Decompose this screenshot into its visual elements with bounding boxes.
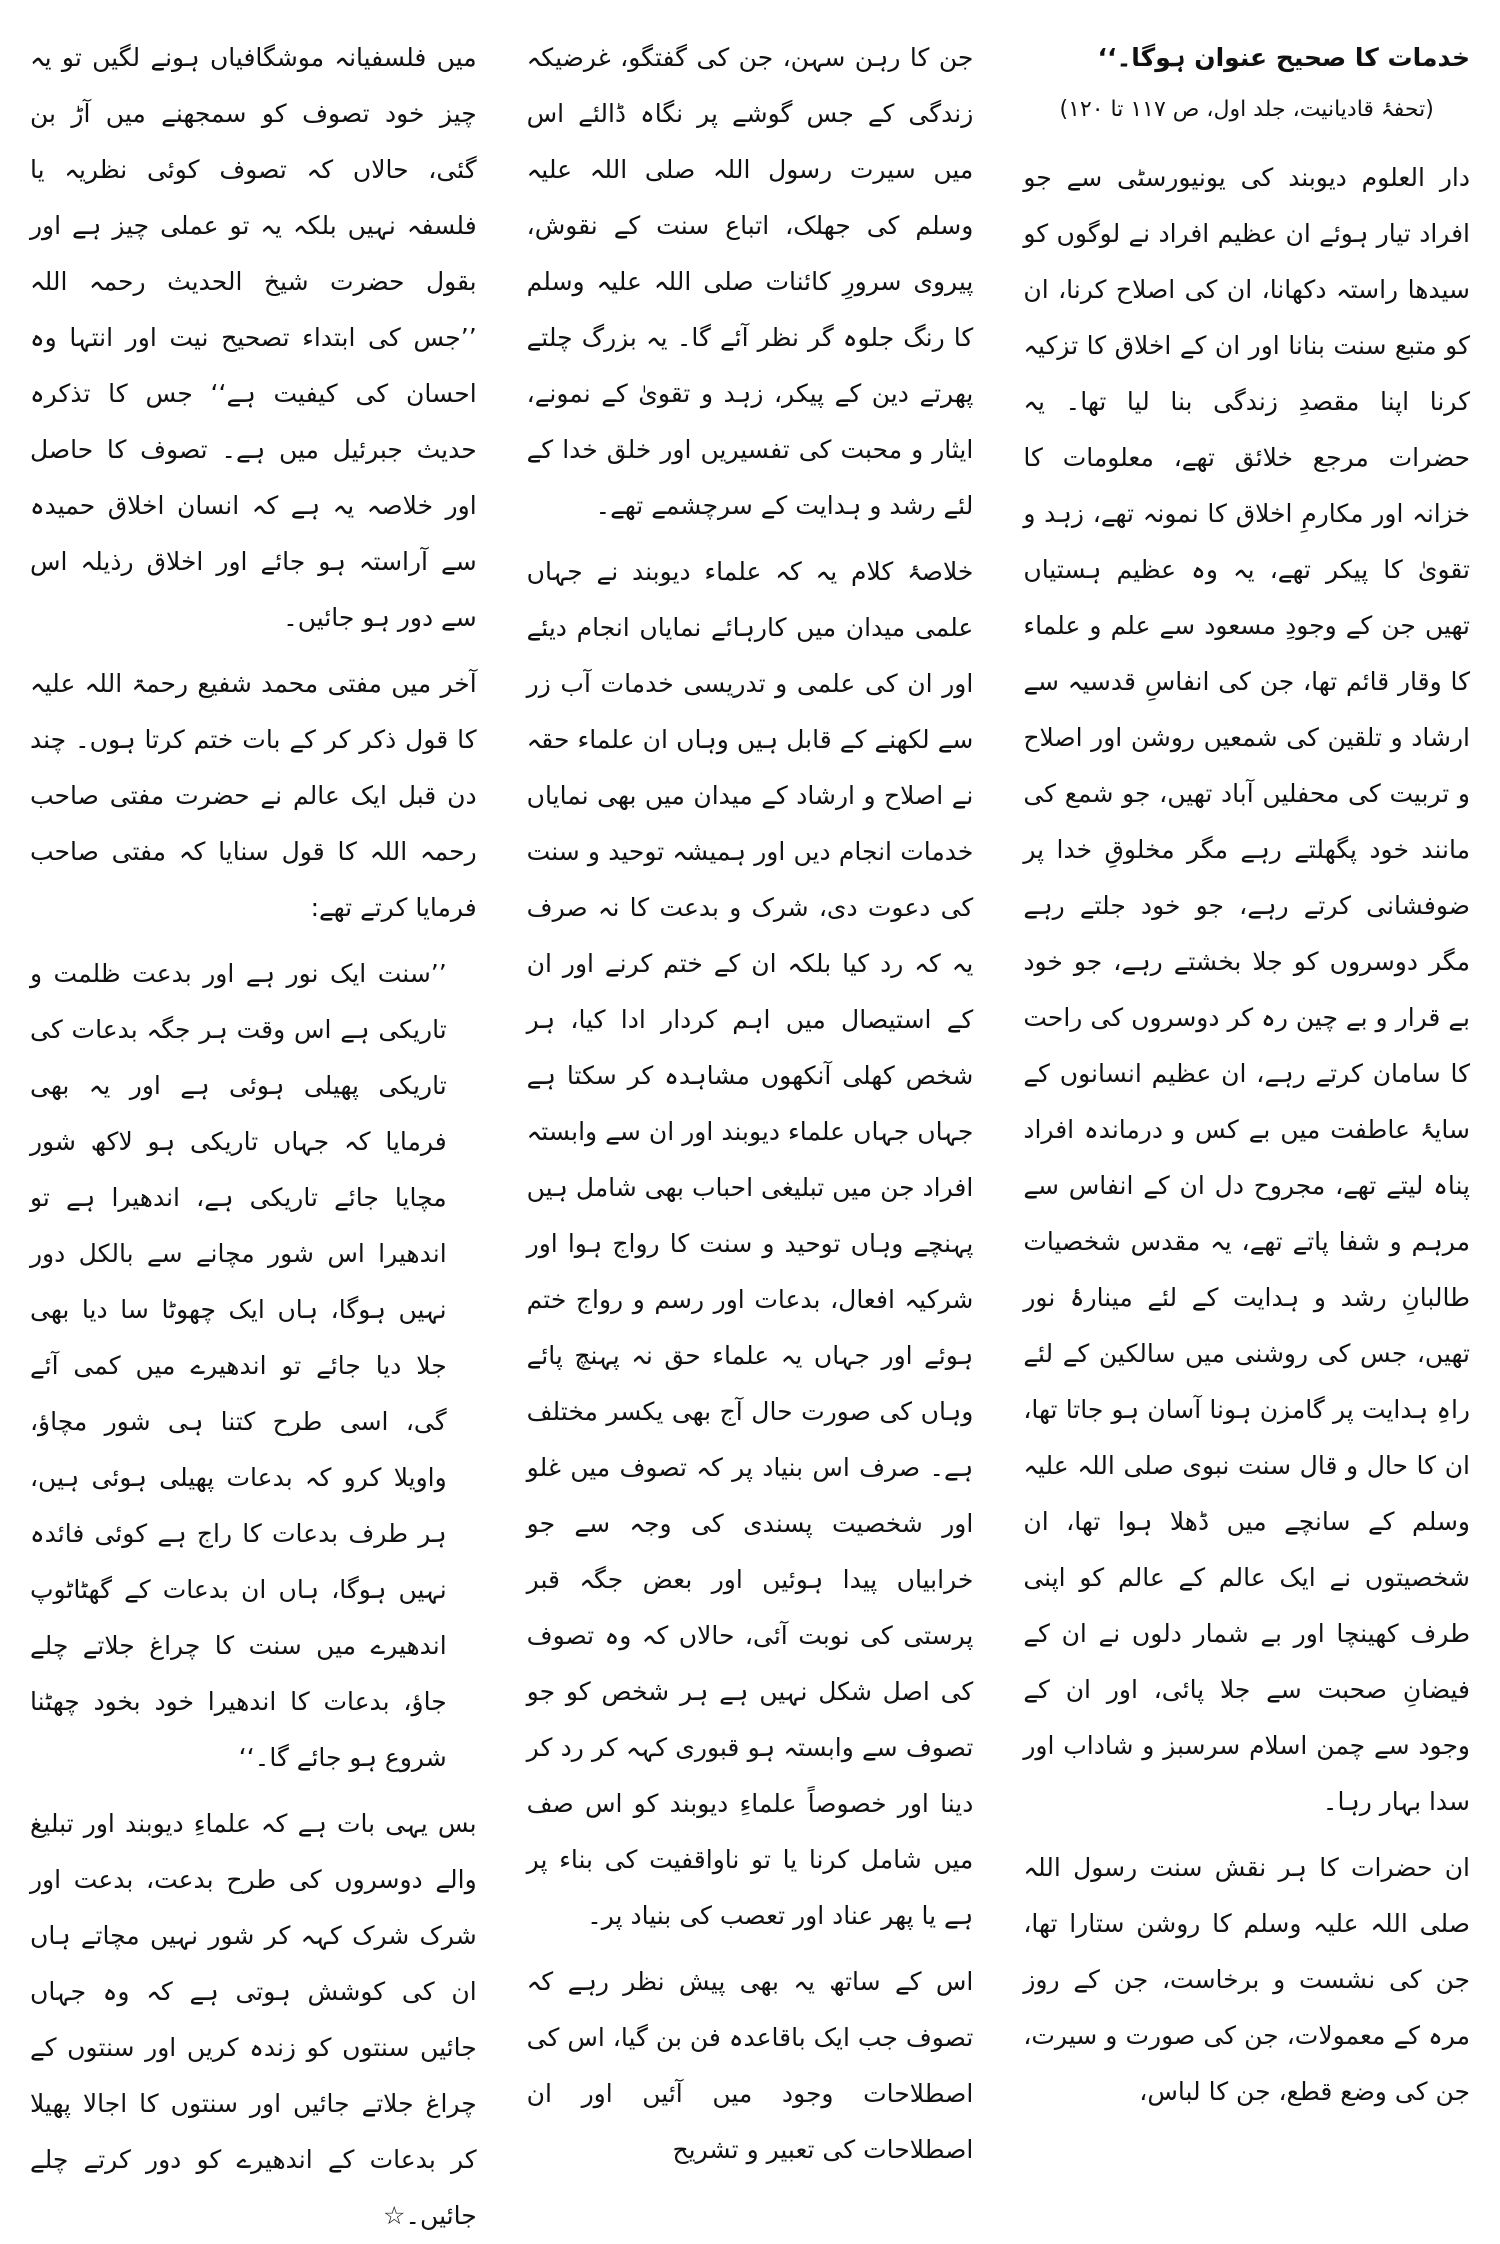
paragraph: خلاصۂ کلام یہ کہ علماء دیوبند نے جہاں علمی میدان میں کارہائے نمایاں انجام دیئے اور ان کی علمی و تدریسی خدمات آب زر سے لکھنے کے قابل ہیں وہاں ان علماء حقہ نے اصلاح و ارشاد کے میدان میں بھی نمایاں خدمات انجام دیں اور ہمیشہ توحید و سنت کی دعوت دی، شرک و بدعت کا نہ صرف یہ کہ رد کیا بلکہ ان کے ختم کرنے اور ان کے استیصال میں اہم کردار ادا کیا، ہر شخص کھلی آنکھوں مشاہدہ کر سکتا ہے جہاں جہاں علماء دیوبند اور ان سے وابستہ افراد جن میں تبلیغی احباب بھی شامل ہیں پہنچے وہاں توحید و سنت کا رواج ہوا اور شرکیہ افعال، بدعات اور رسم و رواج ختم ہوئے اور جہاں یہ علماء حق نہ پہنچ پائے وہاں کی صورت حال آج بھی یکسر مختلف ہے۔ صرف اس بنیاد پر کہ تصوف میں غلو اور شخصیت پسندی کی وجہ سے جو خرابیاں پیدا ہوئیں اور بعض جگہ قبر پرستی کی نوبت آئی، حالاں کہ وہ تصوف کی اصل شکل نہیں ہے ہر شخص کو جو تصوف سے وابستہ ہو قبوری کہہ کر رد کر دینا اور خصوصاً علماءِ دیوبند کو اس صف میں شامل کرنا یا تو ناواقفیت کی بناء پر ہے یا پھر عناد اور تعصب کی بنیاد پر۔ (526, 557, 974, 1930)
source-citation: (تحفۂ قادیانیت، جلد اول، ص ۱۱۷ تا ۱۲۰) (1059, 97, 1434, 122)
column-middle (527, 30, 974, 2170)
paragraph: اس کے ساتھ یہ بھی پیش نظر رہے کہ تصوف جب ایک باقاعدہ فن بن گیا، اس کی اصطلاحات وجود میں آئیں اور ان اصطلاحات کی تعبیر و تشریح (526, 1967, 974, 2164)
mufti-quote: ’’سنت ایک نور ہے اور بدعت ظلمت و تاریکی ہے اس وقت ہر جگہ بدعات کی تاریکی پھیلی ہوئی ہے اور یہ بھی فرمایا کہ جہاں تاریکی ہو لاکھ شور مچایا جائے تاریکی ہے، اندھیرا ہے تو اندھیرا اس شور مچانے سے بالکل دور نہیں ہوگا، ہاں ایک چھوٹا سا دیا بھی جلا دیا جائے تو اندھیرے میں کمی آئے گی، اسی طرح کتنا ہی شور مچاؤ، واویلا کرو کہ بدعات پھیلی ہوئی ہیں، ہر طرف بدعات کا راج ہے کوئی فائدہ نہیں ہوگا، ہاں ان بدعات کے گھٹاٹوپ اندھیرے میں سنت کا چراغ جلاتے چلے جاؤ، بدعات کا اندھیرا خود بخود چھٹنا شروع ہو جائے گا۔‘‘ (29, 959, 447, 1772)
column-right (1023, 30, 1470, 2170)
closing-paragraph: بس یہی بات ہے کہ علماءِ دیوبند اور تبلیغ والے دوسروں کی طرح بدعت، بدعت اور شرک شرک کہہ کر شور نہیں مچاتے ہاں ان کی کوشش ہوتی ہے کہ وہ جہاں جائیں سنتوں کو زندہ کریں اور سنتوں کے چراغ جلاتے جائیں اور سنتوں کا اجالا پھیلا کر بدعات کے اندھیرے کو دور کرتے چلے جائیں۔☆ (29, 1809, 477, 2230)
paragraph: جن کا رہن سہن، جن کی گفتگو، غرضیکہ زندگی کے جس گوشے پر نگاہ ڈالئے اس میں سیرت رسول اللہ صلی اللہ علیہ وسلم کی جھلک، اتباع سنت کے نقوش، پیروی سرورِ کائنات صلی اللہ علیہ وسلم کا رنگ جلوہ گر نظر آئے گا۔ یہ بزرگ چلتے پھرتے دین کے پیکر، زہد و تقویٰ کے نمونے، ایثار و محبت کی تفسیریں اور خلق خدا کے لئے رشد و ہدایت کے سرچشمے تھے۔ (526, 43, 974, 520)
column-left (29, 30, 477, 2230)
paragraph: دار العلوم دیوبند کی یونیورسٹی سے جو افراد تیار ہوئے ان عظیم افراد نے لوگوں کو سیدھا راستہ دکھانا، ان کی اصلاح کرنا، ان کو متبع سنت بنانا اور ان کے اخلاق کا تزکیہ کرنا اپنا مقصدِ زندگی بنا لیا تھا۔ یہ حضرات مرجع خلائق تھے، معلومات کا خزانہ اور مکارمِ اخلاق کا نمونہ تھے، زہد و تقویٰ کا پیکر تھے، یہ وہ عظیم ہستیاں تھیں جن کے وجودِ مسعود سے علم و علماء کا وقار قائم تھا، جن کی انفاسِ قدسیہ سے ارشاد و تلقین کی شمعیں روشن اور اصلاح و تربیت کی محفلیں آباد تھیں، جو شمع کی مانند خود پگھلتے رہے مگر مخلوقِ خدا پر ضوفشانی کرتے رہے، جو خود جلتے رہے مگر دوسروں کو جلا بخشتے رہے، جو خود بے قرار و بے چین رہ کر دوسروں کی راحت کا سامان کرتے رہے، ان عظیم انسانوں کے سایۂ عاطفت میں بے کس و درماندہ افراد پناہ لیتے تھے، مجروح دل ان کے انفاس سے مرہم و شفا پاتے تھے، یہ مقدس شخصیات طالبانِ رشد و ہدایت کے لئے مینارۂ نور تھیں، جس کی روشنی میں سالکین کے لئے راہِ ہدایت پر گامزن ہونا آسان ہو جاتا تھا، ان کا حال و قال سنت نبوی صلی اللہ علیہ وسلم کے سانچے میں ڈھلا ہوا تھا، ان شخصیتوں نے ایک عالم کے عالم کو اپنی طرف کھینچا اور بے شمار دلوں نے ان کے فیضانِ صحبت سے جلا پائی، اور ان کے وجود سے چمن اسلام سرسبز و شاداب اور سدا بہار رہا۔ (1023, 163, 1470, 1816)
paragraph: ان حضرات کا ہر نقش سنت رسول اللہ صلی اللہ علیہ وسلم کا روشن ستارا تھا، جن کی نشست و برخاست، جن کے روز مرہ کے معمولات، جن کی صورت و سیرت، جن کی وضع قطع، جن کا لباس، (1023, 1853, 1470, 2106)
closing-quote-line: خدمات کا صحیح عنوان ہوگا۔‘‘ (1097, 43, 1470, 72)
paragraph: آخر میں مفتی محمد شفیع رحمۃ اللہ علیہ کا قول ذکر کر کے بات ختم کرتا ہوں۔ چند دن قبل ایک عالم نے حضرت مفتی صاحب رحمہ اللہ کا قول سنایا کہ مفتی صاحب فرمایا کرتے تھے: (29, 669, 477, 922)
paragraph: میں فلسفیانہ موشگافیاں ہونے لگیں تو یہ چیز خود تصوف کو سمجھنے میں آڑ بن گئی، حالاں کہ تصوف کوئی نظریہ یا فلسفہ نہیں بلکہ یہ تو عملی چیز ہے اور بقول حضرت شیخ الحدیث رحمہ اللہ ’’جس کی ابتداء تصحیح نیت اور انتہا وہ احسان کی کیفیت ہے‘‘ جس کا تذکرہ حدیث جبرئیل میں ہے۔ تصوف کا حاصل اور خلاصہ یہ ہے کہ انسان اخلاق حمیدہ سے آراستہ ہو جائے اور اخلاق رذیلہ اس سے دور ہو جائیں۔ (29, 43, 477, 632)
article-page (29, 30, 1470, 2230)
